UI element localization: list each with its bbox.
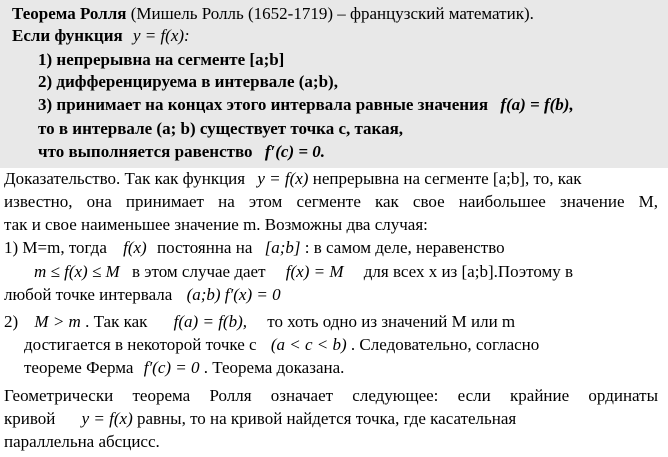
theorem-title-line: [12, 3, 534, 25]
theorem-condition-3: [38, 94, 574, 116]
proof-case-1-line-2-a: в этом случае дает: [131, 262, 266, 281]
proof-case-2-line-2: [24, 334, 539, 356]
proof-line-1-b: непрерывна на сегменте [a;b], то, как: [312, 169, 582, 188]
proof-case-1-interval: [a;b]: [264, 238, 301, 257]
proof-case-2-b: . Так как: [85, 312, 148, 331]
proof-case-2: [4, 311, 515, 333]
proof-case-1-formula: f(x): [123, 238, 147, 257]
proof-line-3: так и свое наименьшее значение m. Возможны два случая:: [4, 215, 428, 234]
proof-case-1-line-2-b: для всех x из [a;b].Поэтому в: [363, 262, 574, 281]
proof-case-2-a: 2): [4, 312, 19, 331]
proof-case-2-line-3-b: . Теорема доказана.: [203, 358, 345, 377]
proof-case-1-b: постоянна на: [156, 238, 253, 257]
theorem-attribution: (Мишель Ролль (1652-1719) – французский математик).: [130, 4, 534, 23]
proof-case-1: [4, 237, 505, 259]
theorem-condition-3-formula: f(a) = f(b),: [500, 95, 574, 114]
theorem-conclusion-2: [38, 141, 325, 163]
proof-case-2-line-2-a: достигается в некоторой точке c: [24, 335, 257, 354]
proof-line-1-formula: y = f(x): [257, 169, 309, 188]
proof-case-2-line-3-formula: f′(c) = 0: [143, 358, 200, 377]
theorem-title: Теорема Ролля: [12, 4, 127, 23]
proof-case-1-line-3-formula: (a;b) f′(x) = 0: [186, 285, 281, 304]
proof-case-1-c: : в самом деле, неравенство: [304, 238, 505, 257]
proof-line-1: [4, 168, 582, 190]
theorem-condition-2: 2) дифференцируема в интервале (a;b),: [38, 72, 338, 91]
theorem-if-label: Если функция: [12, 26, 123, 45]
geometry-line-2-b: равны, то на кривой найдется точка, где касательная: [136, 409, 517, 428]
proof-case-1-a: 1) M=m, тогда: [4, 238, 107, 257]
proof-case-2-formula: M > m: [34, 312, 81, 331]
theorem-if-line: [12, 25, 190, 47]
geometry-line-3: параллельна абсцисс.: [4, 432, 160, 451]
proof-case-1-line-3-a: любой точке интервала: [4, 285, 173, 304]
geometry-line-2-formula: y = f(x): [81, 409, 133, 428]
geometry-line-2: [4, 408, 516, 430]
theorem-conclusion-2-text: что выполняется равенство: [38, 142, 253, 161]
proof-case-1-line-2-formula: m ≤ f(x) ≤ M: [34, 262, 120, 281]
geometry-line-1: Геометрически теорема Ролля означает следующее: если крайние ординаты: [4, 386, 658, 405]
geometry-line-2-a: кривой: [4, 409, 56, 428]
theorem-condition-3-text: 3) принимает на концах этого интервала равные значения: [38, 95, 489, 114]
proof-case-2-line-2-formula: (a < c < b): [270, 335, 347, 354]
proof-line-1-a: Доказательство. Так как функция: [4, 169, 246, 188]
theorem-if-formula: y = f(x):: [132, 26, 190, 45]
proof-line-2: известно, она принимает на этом сегменте как свое наибольшее значение M,: [4, 192, 658, 211]
proof-case-2-formula-2: f(a) = f(b),: [173, 312, 247, 331]
proof-case-2-c: то хоть одно из значений M или m: [267, 312, 516, 331]
theorem-conclusion-1: то в интервале (a; b) существует точка c, такая,: [38, 119, 404, 138]
theorem-condition-1: 1) непрерывна на сегменте [a;b]: [38, 50, 285, 69]
proof-case-2-line-2-b: . Следовательно, согласно: [350, 335, 540, 354]
proof-case-1-line-3: [4, 284, 281, 306]
proof-case-1-line-2-formula-2: f(x) = M: [285, 262, 344, 281]
proof-case-1-line-2: [34, 261, 573, 283]
theorem-conclusion-2-formula: f′(c) = 0.: [264, 142, 326, 161]
proof-case-2-line-3-a: теореме Ферма: [24, 358, 134, 377]
proof-case-2-line-3: [24, 357, 344, 379]
